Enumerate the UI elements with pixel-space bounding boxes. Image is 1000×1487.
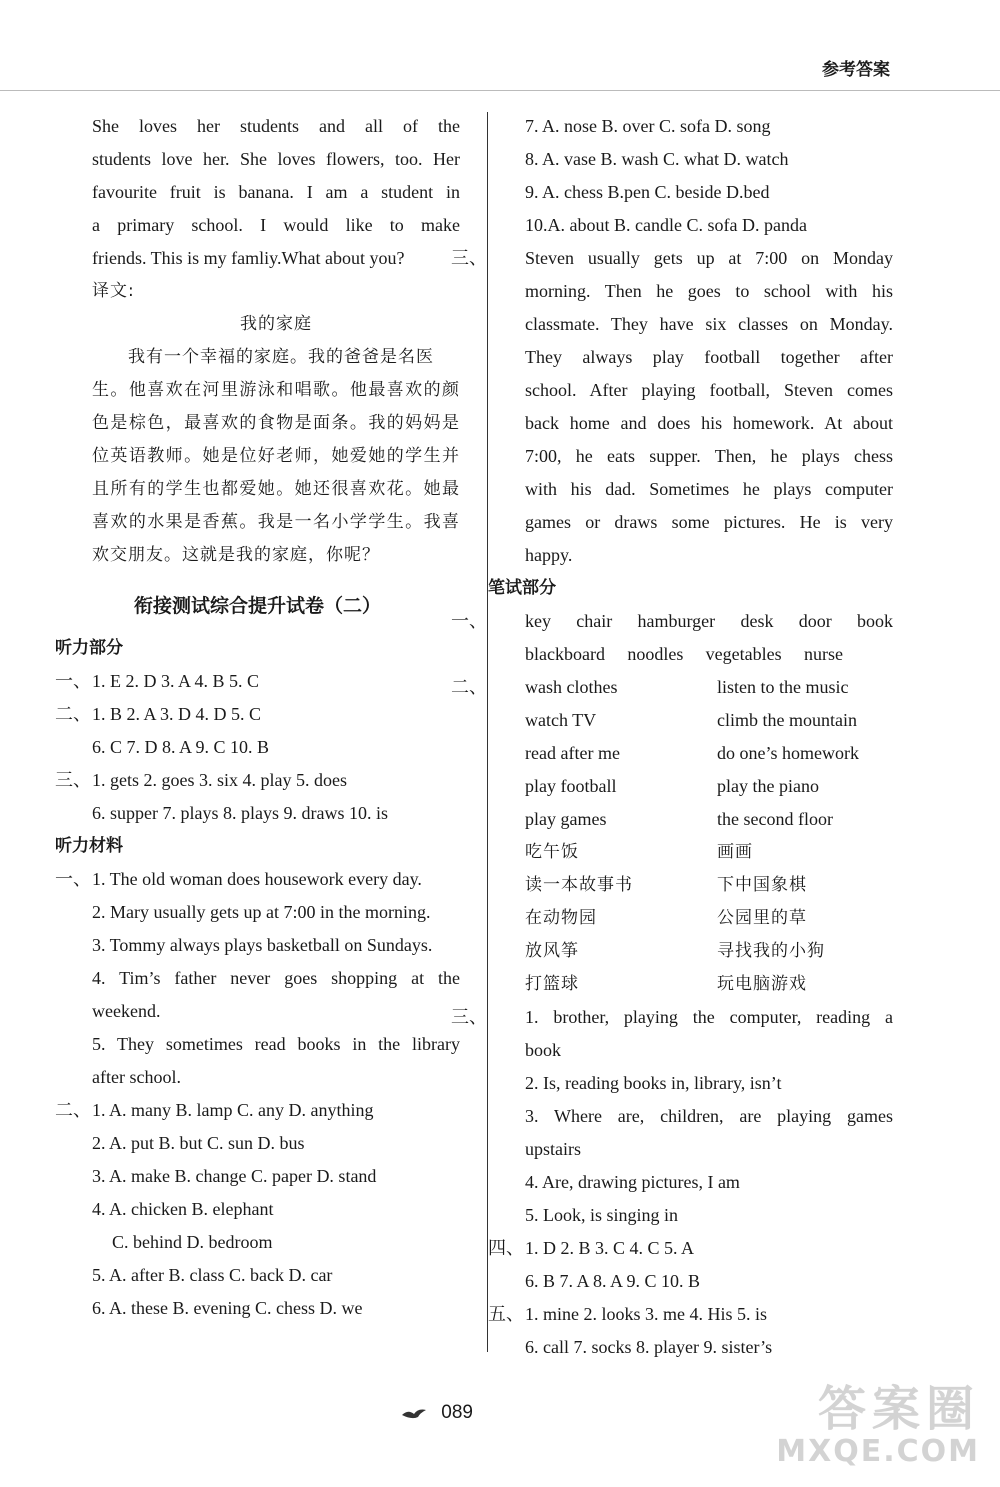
fill-answers <box>451 1001 893 1232</box>
paragraph-line: 7:00, he eats supper. Then, he plays chess <box>525 446 893 466</box>
story-line: She loves her students and all of the <box>92 116 460 136</box>
paragraph-line: happy. <box>525 545 573 565</box>
answer-text: 6. call 7. socks 8. player 9. sister’s <box>525 1337 773 1357</box>
material-text: 2. Mary usually gets up at 7:00 in the morning. <box>92 902 431 922</box>
phrase-right: the second floor <box>717 809 833 829</box>
paragraph-line: classmate. They have six classes on Monday. <box>525 314 893 334</box>
vocab-line: key chair hamburger desk door book <box>525 611 893 631</box>
story-line: a primary school. I would like to make <box>92 215 460 235</box>
answer-text: 1. B 2. A 3. D 4. D 5. C <box>92 704 262 724</box>
material-text: 1. The old woman does housework every day. <box>92 869 422 889</box>
page-header-title: 参考答案 <box>822 60 890 80</box>
phrase-pairs <box>451 671 893 1001</box>
phrase-left: 读一本故事书 <box>525 875 633 895</box>
translation-line: 色是棕色，最喜欢的食物是面条。我的妈妈是 <box>92 413 460 433</box>
item-label: 二、 <box>55 704 91 724</box>
material-row <box>55 1094 460 1127</box>
answer-text: 1. E 2. D 3. A 4. B 5. C <box>92 671 260 691</box>
material-paragraph <box>451 242 893 572</box>
material-text: 4. Tim’s father never goes shopping at the <box>92 968 460 988</box>
phrase-pair-row <box>525 803 893 836</box>
phrase-right: 玩电脑游戏 <box>717 974 807 994</box>
choice-row: 9. A. chess B.pen C. beside D.bed <box>525 182 770 202</box>
phrase-right: 公园里的草 <box>717 908 807 928</box>
material-text: 5. They sometimes read books in the library <box>92 1034 460 1054</box>
fill-line: upstairs <box>525 1139 581 1159</box>
material-text: C. behind D. bedroom <box>112 1232 273 1252</box>
page-footer <box>400 1402 473 1424</box>
paragraph-line: with his dad. Sometimes he plays computer <box>525 479 893 499</box>
phrase-left: 放风筝 <box>525 941 579 961</box>
item-label: 三、 <box>451 1007 487 1027</box>
header-rule <box>0 90 1000 91</box>
choice-row: 10.A. about B. candle C. sofa D. panda <box>525 215 807 235</box>
phrase-pair-row <box>525 869 893 902</box>
phrase-left: play football <box>525 776 617 796</box>
paragraph-line: school. After playing football, Steven comes <box>525 380 893 400</box>
phrase-pair-row <box>525 737 893 770</box>
vocab-line: blackboard noodles vegetables nurse <box>525 644 843 664</box>
paragraph-line: morning. Then he goes to school with his <box>525 281 893 301</box>
phrase-left: 打篮球 <box>525 974 579 994</box>
fill-line: 3. Where are, children, are playing games <box>525 1106 893 1126</box>
material-text: 4. A. chicken B. elephant <box>92 1199 274 1219</box>
phrase-pair-row <box>525 836 893 869</box>
material-text: 3. Tommy always plays basketball on Sundays. <box>92 935 433 955</box>
item-label: 一、 <box>55 671 91 691</box>
story-line: students love her. She loves flowers, too. Her <box>92 149 460 169</box>
phrase-pair-row <box>525 704 893 737</box>
paragraph-line: They always play football together after <box>525 347 893 367</box>
answer-text: 6. B 7. A 8. A 9. C 10. B <box>525 1271 701 1291</box>
item-label: 一、 <box>451 611 487 631</box>
item-label: 四、 <box>488 1238 524 1258</box>
material-text: 3. A. make B. change C. paper D. stand <box>92 1166 377 1186</box>
answer-text: 1. mine 2. looks 3. me 4. His 5. is <box>525 1304 767 1324</box>
answer-text: 1. gets 2. goes 3. six 4. play 5. does <box>92 770 347 790</box>
fill-line: 5. Look, is singing in <box>525 1205 679 1225</box>
item-label: 五、 <box>488 1304 524 1324</box>
fill-line: 4. Are, drawing pictures, I am <box>525 1172 740 1192</box>
material-text: 2. A. put B. but C. sun D. bus <box>92 1133 305 1153</box>
phrase-right: 下中国象棋 <box>717 875 807 895</box>
phrase-pair-row <box>525 770 893 803</box>
phrase-left: 吃午饭 <box>525 842 579 862</box>
item-label: 二、 <box>55 1100 91 1120</box>
right-column <box>451 110 893 1364</box>
phrase-pair-row <box>525 968 893 1001</box>
vocab-block <box>451 605 893 671</box>
material-text: 5. A. after B. class C. back D. car <box>92 1265 333 1285</box>
material-row <box>55 863 460 896</box>
answer-row <box>55 764 460 797</box>
phrase-right: climb the mountain <box>717 710 857 730</box>
fill-line: 2. Is, reading books in, library, isn’t <box>525 1073 782 1093</box>
answer-text: 6. supper 7. plays 8. plays 9. draws 10. is <box>92 803 388 823</box>
phrase-pair-row <box>525 935 893 968</box>
answer-row <box>55 698 460 731</box>
phrase-right: 寻找我的小狗 <box>717 941 825 961</box>
translation-line: 且所有的学生也都爱她。她还很喜欢花。她最 <box>92 479 460 499</box>
fill-line: book <box>525 1040 561 1060</box>
phrase-right: do one’s homework <box>717 743 859 763</box>
translation-line: 欢交朋友。这就是我的家庭，你呢？ <box>92 545 380 565</box>
answer-text: 1. D 2. B 3. C 4. C 5. A <box>525 1238 695 1258</box>
choice-row: 7. A. nose B. over C. sofa D. song <box>525 116 771 136</box>
story-line: friends. This is my famliy.What about you? <box>92 248 405 268</box>
phrase-pair-row <box>525 671 893 704</box>
phrase-right: listen to the music <box>717 677 849 697</box>
watermark-url: MXQE.COM <box>776 1434 980 1469</box>
phrase-left: play games <box>525 809 607 829</box>
choice-row: 8. A. vase B. wash C. what D. watch <box>525 149 789 169</box>
paragraph-line: games or draws some pictures. He is very <box>525 512 893 532</box>
phrase-left: 在动物园 <box>525 908 597 928</box>
phrase-left: read after me <box>525 743 620 763</box>
section-title: 衔接测试综合提升试卷（二） <box>133 595 381 617</box>
item-label: 一、 <box>55 869 91 889</box>
written-heading: 笔试部分 <box>488 578 556 598</box>
answer-row <box>488 1298 893 1331</box>
translation-line: 喜欢的水果是香蕉。我是一名小学学生。我喜 <box>92 512 460 532</box>
material-heading: 听力材料 <box>55 836 123 856</box>
watermark <box>776 1381 980 1469</box>
translation-line: 生。他喜欢在河里游泳和唱歌。他最喜欢的颜 <box>92 380 460 400</box>
item-label: 二、 <box>451 677 487 697</box>
answer-row <box>488 1232 893 1265</box>
material-text: 6. A. these B. evening C. chess D. we <box>92 1298 363 1318</box>
answer-row <box>55 665 460 698</box>
phrase-pair-row <box>525 902 893 935</box>
translation-line: 我有一个幸福的家庭。我的爸爸是名医 <box>128 347 434 367</box>
watermark-text: 答案圈 <box>817 1381 980 1437</box>
listening-heading: 听力部分 <box>55 638 123 658</box>
translation-line: 位英语教师。她是位好老师，她爱她的学生并 <box>92 446 460 466</box>
translation-title: 我的家庭 <box>240 314 312 334</box>
paragraph-line: Steven usually gets up at 7:00 on Monday <box>525 248 893 268</box>
bird-logo-icon <box>400 1405 430 1421</box>
item-label: 三、 <box>451 248 487 268</box>
item-label: 三、 <box>55 770 91 790</box>
story-line: favourite fruit is banana. I am a student in <box>92 182 460 202</box>
page-number: 089 <box>441 1402 473 1423</box>
left-column <box>55 110 460 1325</box>
material-text: 1. A. many B. lamp C. any D. anything <box>92 1100 374 1120</box>
phrase-right: play the piano <box>717 776 819 796</box>
answer-text: 6. C 7. D 8. A 9. C 10. B <box>92 737 270 757</box>
paragraph-line: back home and does his homework. At about <box>525 413 893 433</box>
phrase-right: 画画 <box>717 842 753 862</box>
fill-line: 1. brother, playing the computer, reading a <box>525 1007 893 1027</box>
phrase-left: wash clothes <box>525 677 618 697</box>
material-block <box>55 962 460 1094</box>
translation-label: 译文: <box>92 281 135 301</box>
phrase-left: watch TV <box>525 710 597 730</box>
story-paragraph <box>55 110 460 572</box>
material-text: after school. <box>92 1067 181 1087</box>
material-text: weekend. <box>92 1001 161 1021</box>
